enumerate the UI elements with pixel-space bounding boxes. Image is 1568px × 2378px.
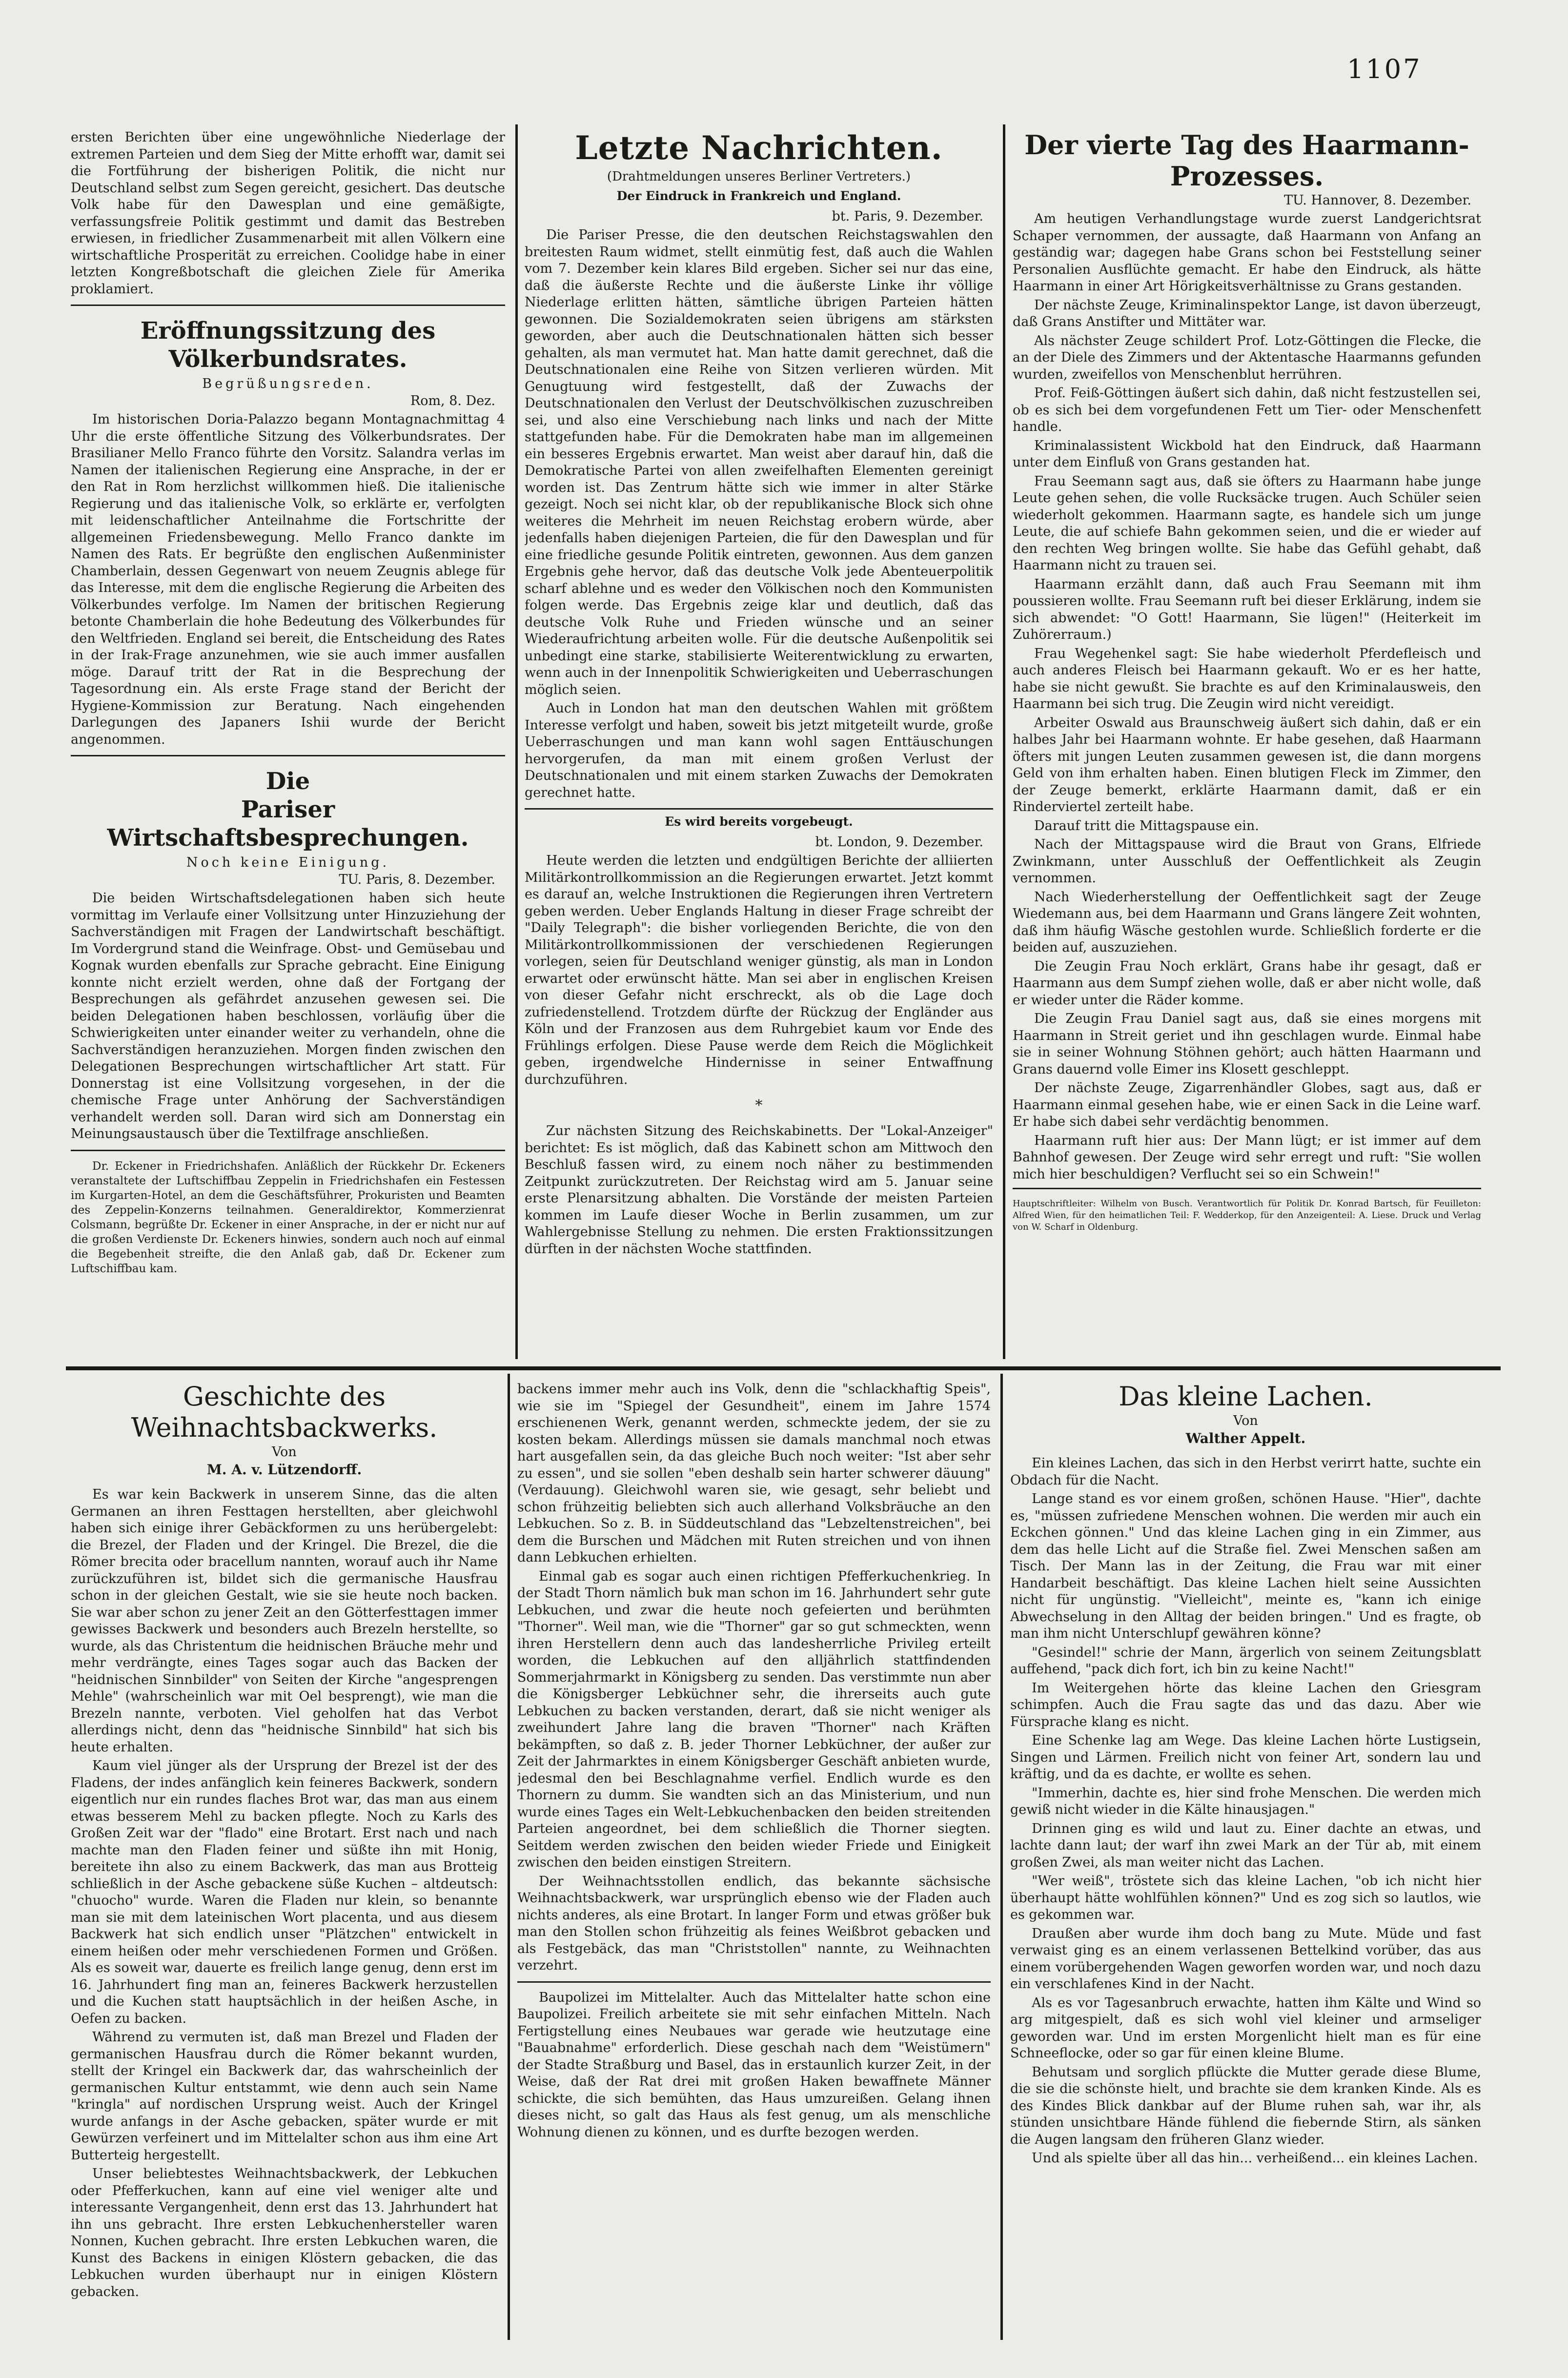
article-paragraph: Nach Wiederherstellung der Oeffentlichkeit sagt der Zeuge Wiedemann aus, bei dem Haarmann und Grans längere Zeit wohnten, daß ihm häufig Wäsche gestohlen wurde. Schließlich forderte er die beiden auf, auszuziehen. bbox=[1013, 889, 1481, 955]
article-title-line2: Pariser Wirtschaftsbesprechungen. bbox=[107, 796, 469, 852]
article-title-line1: Die bbox=[265, 768, 310, 795]
feuilleton-paragraph: Der Weihnachtsstollen endlich, das bekannte sächsische Weihnachtsbackwerk, war ursprünglich ebenso wie der Fladen auch nichts anderes, als eine Brotart. In langer Form und etwas größer buk man den Stollen schon frühzeitig als feines Weißbrot gebacken und als Festgebäck, das man "Christstollen" nannte, zu Weihnachten verzehrt. bbox=[517, 1873, 991, 1973]
byline: Von bbox=[1233, 1413, 1258, 1428]
feuilleton-center bbox=[517, 1381, 991, 2337]
article-paragraph: Zur nächsten Sitzung des Reichskabinetts. Der "Lokal-Anzeiger" berichtet: Es ist möglich, daß das Kabinett schon am Mittwoch den Beschluß fassen wird, zu einem noch näher zu bestimmenden Zeitpunkt zurückzutreten. Der Reichstag wird am 5. Januar seine erste Plenarsitzung abhalten. Die Vorstände der meisten Parteien kommen im Laufe dieser Woche in Berlin zusammen, um zur Wahlergebnisse Stellung zu nehmen. Die ersten Fraktionssitzungen dürften in der nächsten Woche stattfinden. bbox=[525, 1123, 993, 1257]
feuilleton-paragraph: "Wer weiß", tröstete sich das kleine Lachen, "ob ich nicht hier überhaupt hätte wohlfühlen können?" Und es zog sich so lautlos, wie es gekommen war. bbox=[1010, 1873, 1481, 1922]
column-rule bbox=[1000, 1374, 1003, 2340]
article-subtitle: Begrüßungsreden. bbox=[202, 376, 374, 391]
article-dateline: Rom, 8. Dez. bbox=[410, 393, 495, 408]
column-left bbox=[71, 129, 505, 1362]
article-paragraph: Die Pariser Presse, die den deutschen Reichstagswahlen den breitesten Raum widmet, stellt einmütig fest, daß auch die Wahlen vom 7. Dezember kein klares Bild ergeben. Sicher sei nur das eine, daß die äußerste Rechte und die äußerste Linke ihr völlige Niederlage erlitten hätten, sämtliche übrigen Parteien hätten gewonnen. Die Sozialdemokraten seien übrigens am stärksten geworden, aber auch die Deutschnationalen hätten sich besser gehalten, als man vermutet hat. Man hatte damit gerechnet, daß die Deutschnationalen eine Reihe von Sitzen verlieren würden. Mit Genugtuung wird festgestellt, daß der Zuwachs der Deutschnationalen den Verlust der Deutschvölkischen zuzuschreiben sei, und also eine Verschiebung nach links und nach der Mitte stattgefunden habe. Für die Demokraten habe man im allgemeinen ein besseres Ergebnis erwartet. Man weist aber darauf hin, daß die Demokratische Partei von allen zweifelhaften Elementen gereinigt worden ist. Das Zentrum hätte sich wie immer in alter Stärke gezeigt. Noch sei nicht klar, ob der republikanische Block sich ohne weiteres die Mehrheit im neuen Reichstag erobern würde, aber jedenfalls haben diejenigen Parteien, die für den Dawesplan und für eine friedliche gesunde Politik eintreten, gewonnen. Aus dem ganzen Ergebnis gehe hervor, daß das deutsche Volk jede Abenteuerpolitik scharf ablehne und es weder den Völkischen noch den Kommunisten folgen werde. Das Ergebnis zeige klar und deutlich, daß das deutsche Volk Ruhe und Frieden wünsche und an seiner Wiederaufrichtung arbeiten wolle. Für die deutsche Außenpolitik sei unbedingt eine starke, stabilisierte Weiterentwicklung zu erwarten, wenn auch in der Innenpolitik Schwierigkeiten und Ueberraschungen möglich seien. bbox=[525, 227, 993, 697]
feuilleton-paragraph: Behutsam und sorglich pflückte die Mutter gerade diese Blume, die sie die schönste hielt, und brachte sie dem kranken Kinde. Als es des Kindes Blick dankbar auf der Blume ruhen sah, war ihr, als stünden unsichtbare Hände fühlend die fiebernde Stirn, als sänken die Augen langsam den früheren Glanz wieder. bbox=[1010, 2064, 1481, 2147]
article-paragraph: Die beiden Wirtschaftsdelegationen haben sich heute vormittag im Verlaufe einer Vollsitzung unter Hinzuziehung der Sachverständigen mit Fragen der Landwirtschaft beschäftigt. Im Vordergrund stand die Weinfrage. Obst- und Gemüsebau und Kognak wurden ebenfalls zur Sprache gebracht. Eine Einigung konnte nicht erzielt werden, ohne daß der Fortgang der Besprechungen als gefährdet anzusehen gewesen sei. Die beiden Delegationen haben beschlossen, vorläufig über die Schwierigkeiten unter einander weiter zu verhandeln, ohne die Sachverständigen heranzuziehen. Morgen finden zwischen den Delegationen Besprechungen wirtschaftlicher Art statt. Für Donnerstag ist eine Vollsitzung vorgesehen, in der die chemische Frage unter Anhörung der Sachverständigen verhandelt werden soll. Daran wird sich am Donnerstag ein Meinungsaustausch über die Textilfrage anschließen. bbox=[71, 891, 505, 1141]
feuilleton-paragraph: Als es vor Tagesanbruch erwachte, hatten ihm Kälte und Wind so arg mitgespielt, daß es sich wohl viel kleiner und armseliger geworden war. Und im ersten Morgenlicht hielt man es für eine Schneeflocke, oder so gar für einen kleine Blume. bbox=[1010, 1995, 1481, 2061]
article-paragraph: Der nächste Zeuge, Zigarrenhändler Globes, sagt aus, daß er Haarmann einmal gesehen habe, wie er einen Sack in die Leine warf. Er habe sich dabei sehr verdächtig benommen. bbox=[1013, 1080, 1481, 1129]
article-dateline: TU. Hannover, 8. Dezember. bbox=[1283, 193, 1471, 208]
feuilleton-paragraph: Und als spielte über all das hin... verheißend... ein kleines Lachen. bbox=[1032, 2151, 1478, 2166]
article-title: Eröffnungssitzung des Völkerbundsrates. bbox=[140, 317, 436, 373]
feuilleton-paragraph: Eine Schenke lag am Wege. Das kleine Lachen hörte Lustigsein, Singen und Lärmen. Freilich nicht von feiner Art, sondern lau und kräftig, und da es dachte, er wollte es sehen. bbox=[1010, 1733, 1481, 1782]
article-paragraph: Dr. Eckener in Friedrichshafen. Anläßlich der Rückkehr Dr. Eckeners veranstaltete der Luftschiffbau Zeppelin in Friedrichshafen ein Festessen im Kurgarten-Hotel, an dem die Geschäftsführer, Prokuristen und Beamten des Zeppelin-Konzerns teilnahmen. Generaldirektor, Kommerzienrat Colsmann, begrüßte Dr. Eckener in einer Ansprache, in der er nicht nur auf die großen Verdienste Dr. Eckeners hinwies, sondern auch noch auf einmal die Begebenheit streifte, die den Anlaß gab, daß Dr. Eckener zum Luftschiffbau kam. bbox=[71, 1159, 505, 1275]
article-paragraph: Kriminalassistent Wickbold hat den Eindruck, daß Haarmann unter dem Einfluß von Grans gestanden hat. bbox=[1013, 438, 1481, 470]
article-rule bbox=[1013, 1188, 1481, 1189]
article-paragraph: Frau Seemann sagt aus, daß sie öfters zu Haarmann habe junge Leute gehen sehen, die volle Rucksäcke trugen. Auch Schüler seien wiederholt gekommen. Haarmann sagte, es handele sich um junge Leute, die auf schiefe Bahn gekommen seien, und die er wieder auf den rechten Weg bringen wollte. Sie habe das Gefühl gehabt, daß Haarmann nicht zu trauen sei. bbox=[1013, 473, 1481, 573]
separator-star: * bbox=[755, 1097, 763, 1114]
article-paragraph: Die Zeugin Frau Noch erklärt, Grans habe ihr gesagt, daß er Haarmann aus dem Sumpf ziehen wolle, daß er aber nicht wolle, daß er wieder unter die Räder komme. bbox=[1013, 958, 1481, 1008]
feuilleton-paragraph: Im Weitergehen hörte das kleine Lachen den Griesgram schimpfen. Auch die Frau sagte das und das dazu. Aber wie Fürsprache klang es nicht. bbox=[1010, 1680, 1481, 1729]
feuilleton-paragraph: Es war kein Backwerk in unserem Sinne, das die alten Germanen an ihren Festtagen herstellten, aber gleichwohl haben sich einige ihrer Gebäckformen zu uns herübergelebt: die Brezel, der Fladen und der Kringel. Die Brezel, die die Römer brecita oder bracellum nannten, worauf auch ihr Name zurückzuführen ist, bildet sich die germanische Hausfrau schon in der gleichen Gestalt, wie sie sie heute noch backen. Sie war aber schon zu jener Zeit an den Götterfesttagen immer gewisses Backwerk und besonders auch Brezeln herstellte, so wurde, als das Christentum die heidnischen Bräuche mehr und mehr verdrängte, eines Tages sogar auch das Backen der "heidnischen Sinnbilder" von Seiten der Kirche "angesprengen Mehle" (wahrscheinlich war mit Oel besprengt), wie man die Brezeln nannte, verboten. Viel geholfen hat das Verbot allerdings nicht, denn das "heidnische Sinnbild" hat sich bis heute erhalten. bbox=[71, 1487, 498, 1755]
feuilleton-paragraph: Einmal gab es sogar auch einen richtigen Pfefferkuchenkrieg. In der Stadt Thorn nämlich buk man schon im 16. Jahrhundert sehr gute Lebkuchen, und zwar die heute noch gefeierten und berühmten "Thorner". Weil man, wie die "Thorner" gar so gut schmeckten, wenn ihren Herstellern denn auch das landesherrliche Privileg erteilt worden, die Lebkuchen auf den alljährlich stattfindenden Sommerjahrmarkt in Königsberg zu senden. Das verstimmte nun aber die Königsberger Lebküchner sehr, die ihrerseits auch gute Lebkuchen zu backen verstanden, derart, daß sie nicht weniger als zweihundert Jahre lang die braven "Thorner" nach Kräften bekämpften, so daß z. B. jeder Thorner Lebküchner, der außer zur Zeit der Jahrmarktes in einem Königsberger Geschäft anbieten wurde, jedesmal den bei Beschlagnahme verfiel. Endlich wurde es den Thornern zu dumm. Sie wandten sich an das Ministerium, und nun wurde eines Tages ein Welt-Lebkuchenbacken den beiden streitenden Parteien angeordnet, bei dem schließlich die Thorner siegten. Seitdem werden zwischen den beiden wieder Friede und Einigkeit zwischen den beiden einstigen Streitern. bbox=[517, 1568, 991, 1870]
feuilleton-title: Das kleine Lachen. bbox=[1119, 1381, 1373, 1412]
feuilleton-paragraph: "Gesindel!" schrie der Mann, ärgerlich von seinem Zeitungsblatt auffehend, "pack dich fort, ich bin zu keine Nacht!" bbox=[1010, 1645, 1481, 1677]
feuilleton-left bbox=[71, 1381, 498, 2337]
article-rule bbox=[71, 305, 505, 306]
subsection-heading: Der Eindruck in Frankreich und England. bbox=[616, 189, 901, 203]
feuilleton-paragraph: Baupolizei im Mittelalter. Auch das Mittelalter hatte schon eine Baupolizei. Freilich arbeitete sie mit sehr einfachen Mitteln. Nach Fertigstellung eines Neubaues war gerade wie heutzutage eine "Bauabnahme" erforderlich. Diese geschah nach dem "Weistümern" der Stadte Straßburg und Basel, das in erstaunlich kurzer Zeit, in der Weise, daß der Rat drei mit großen Haken bewaffnete Männer schickte, die sich bemühten, das Haus umzureißen. Gelang ihnen dieses nicht, so galt das Haus als fest genug, um als menschliche Wohnung dienen zu können, und es durfte bezogen werden. bbox=[517, 1990, 991, 2140]
subsection-heading: Es wird bereits vorgebeugt. bbox=[665, 814, 853, 829]
article-paragraph: Der nächste Zeuge, Kriminalinspektor Lange, ist davon überzeugt, daß Grans Anstifter und Mittäter war. bbox=[1013, 297, 1481, 329]
feuilleton-paragraph: Lange stand es vor einem großen, schönen Hause. "Hier", dachte es, "müssen zufriedene Menschen wohnen. Die werden mir auch ein Eckchen gönnen." Und das kleine Lachen ging in ein Zimmer, aus dem das helle Licht auf die Straße fiel. Zwei Menschen saßen am Tisch. Der Mann las in der Zeitung, die Frau war mit einer Handarbeit beschäftigt. Das kleine Lachen hielt seine Aussichten nicht für ungünstig. "Vielleicht", meinte es, "kann ich einige Abwechselung in den Alltag der beiden bringen." Und es fragte, ob man ihm nicht Unterschlupf gewähren könne? bbox=[1010, 1491, 1481, 1641]
article-rule bbox=[525, 808, 993, 810]
column-rule bbox=[515, 124, 518, 1359]
article-paragraph: Auch in London hat man den deutschen Wahlen mit größtem Interesse verfolgt und haben, soweit bis jetzt mitgeteilt wurde, große Ueberraschungen und man kann wohl sagen Enttäuschungen hervorgerufen, da man mit einem großen Verlust der Deutschnationalen und mit einem starken Zuwachs der Demokraten gerechnet hatte. bbox=[525, 701, 993, 800]
article-paragraph: Am heutigen Verhandlungstage wurde zuerst Landgerichtsrat Schaper vernommen, der aussagte, daß Haarmann von Anfang an geständig war; dagegen habe Grans schon bei Feststellung seiner Personalien Ausflüchte gemacht. Er habe den Eindruck, als hätte Haarmann in einer Art Hörigkeitsverhältnisse zu Grans gestanden. bbox=[1013, 211, 1481, 294]
page-number: 1107 bbox=[1347, 54, 1422, 84]
feuilleton-paragraph: Draußen aber wurde ihm doch bang zu Mute. Müde und fast verwaist ging es an einem verlassenen Bettelkind vorüber, das aus einem vorübergehenden Wagen geworfen worden war, und noch dazu ein verschlafenes Kind in der Nacht. bbox=[1010, 1926, 1481, 1992]
section-subtitle: (Drahtmeldungen unseres Berliner Vertreters.) bbox=[607, 169, 911, 184]
lead-paragraph: ersten Berichten über eine ungewöhnliche Niederlage der extremen Parteien und dem Sieg der Mitte erhofft war, damit sei die Fortführung der bisherigen Politik, die nicht nur Deutschland selbst zum Segen gereicht, gesichert. Das deutsche Volk habe für den Dawesplan und eine gemäßigte, verfassungsfreie Politik gestimmt und damit das Bestreben erwiesen, in friedlicher Zusammenarbeit mit allen Völkern eine wirtschaftliche Prosperität zu erreichen. Coolidge habe in einer letzten Kongreßbotschaft die gleichen Ziele für Amerika proklamiert. bbox=[71, 130, 505, 297]
article-paragraph: Arbeiter Oswald aus Braunschweig äußert sich dahin, daß er ein halbes Jahr bei Haarmann wohnte. Er habe gesehen, daß Haarmann öfters mit jungen Leuten zusammen gewesen ist, die dann morgens Geld von ihm erhalten haben. Einen blutigen Fleck im Zimmer, den der Zeuge bemerkt, erklärte Haarmann damit, daß er ein Rinderviertel zerteilt habe. bbox=[1013, 715, 1481, 814]
feuilleton-paragraph: Unser beliebtestes Weihnachtsbackwerk, der Lebkuchen oder Pfefferkuchen, kann auf eine viel weniger alte und interessante Vergangenheit, denn erst das 13. Jahrhundert hat ihn uns gebracht. Ihre ersten Lebkuchenhersteller waren Nonnen, Kuchen gebracht. Ihre ersten Lebkuchen waren, die Kunst des Backens in einigen Klöstern gebacken, die das Lebkuchen wurden überhaupt nur in einigen Klöstern gebacken. bbox=[71, 2166, 498, 2299]
section-title: Letzte Nachrichten. bbox=[575, 129, 943, 167]
column-right bbox=[1013, 129, 1481, 1362]
article-dateline: bt. Paris, 9. Dezember. bbox=[832, 209, 983, 224]
feuilleton-paragraph: Drinnen ging es wild und laut zu. Einer dachte an etwas, und lachte dann laut; der warf ihn zwei Mark an der Tür ab, mit einem großen Zwei, als man weiter nicht das Lachen. bbox=[1010, 1821, 1481, 1870]
article-paragraph: Haarmann ruft hier aus: Der Mann lügt; er ist immer auf dem Bahnhof gewesen. Der Zeuge wird sehr erregt und ruft: "Sie wollen mich hier beschuldigen? Verflucht sei so ein Schwein!" bbox=[1013, 1133, 1481, 1182]
article-rule bbox=[71, 755, 505, 756]
article-paragraph: Die Zeugin Frau Daniel sagt aus, daß sie eines morgens mit Haarmann in Streit geriet und ihn geschlagen wurde. Einmal habe sie in seiner Wohnung Stöhnen gehört; auch hätten Haarmann und Grans dauernd volle Eimer ins Klosett geschleppt. bbox=[1013, 1011, 1481, 1077]
column-center bbox=[525, 129, 993, 1362]
section-divider bbox=[66, 1366, 1501, 1370]
feuilleton-paragraph: Während zu vermuten ist, daß man Brezel und Fladen der germanischen Hausfrau durch die Römer bekannt wurden, stellt der Kringel ein Backwerk dar, das wahrscheinlich der germanischen Kultur entstammt, wie denn auch sein Name "kringla" auf nordischen Ursprung weist. Auch der Kringel wurde anfangs in der Asche gebacken, später wurde er mit Gewürzen verfeinert und im Mittelalter schon aus ihm eine Art Butterteig hergestellt. bbox=[71, 2030, 498, 2163]
feuilleton-paragraph: Ein kleines Lachen, das sich in den Herbst verirrt hatte, suchte ein Obdach für die Nacht. bbox=[1010, 1456, 1481, 1488]
article-subtitle: Noch keine Einigung. bbox=[186, 855, 390, 870]
feuilleton-paragraph: backens immer mehr auch ins Volk, denn die "schlackhaftig Speis", wie sie im "Spiegel der Gesundheit", einem im Jahre 1574 erschienenen Werk, genannt werden, schmeckte jedem, der sie zu kosten bekam. Allerdings müssen sie damals manchmal noch etwas hart ausgefallen sein, da das gleiche Buch noch weiter: "Ist aber sehr zu essen", und sie sollen "eben deshalb sein harter schwerer däuung" (Verdauung). Gleichwohl waren sie, wie gesagt, sehr beliebt und schon frühzeitig beliebten sich auch allerhand Volksbräuche an den Lebkuchen. So z. B. in Süddeutschland das "Lebzeltenstreichen", bei dem die Burschen und Mädchen mit Ruten streichen und von ihnen dann Lebkuchen erhielten. bbox=[517, 1382, 991, 1565]
section-title: Der vierte Tag des Haarmann-Prozesses. bbox=[1024, 129, 1469, 192]
byline: Von bbox=[272, 1444, 297, 1460]
article-paragraph: Darauf tritt die Mittagspause ein. bbox=[1034, 818, 1259, 833]
feuilleton-right bbox=[1010, 1381, 1481, 2337]
article-paragraph: Haarmann erzählt dann, daß auch Frau Seemann mit ihm poussieren wollte. Frau Seemann ruft bei dieser Erklärung, indem sie sich abwendet: "O Gott! Haarmann, Sie lügen!" (Heiterkeit im Zuhörerraum.) bbox=[1013, 576, 1481, 642]
feuilleton-paragraph: Kaum viel jünger als der Ursprung der Brezel ist der des Fladens, der indes anfänglich kein feineres Backwerk, sondern eigentlich nur ein rundes flaches Brot war, das man aus einem etwas besserem Mehl zu backen pflegte. Noch zu Karls des Großen Zeit war der "flado" eine Brotart. Erst nach und nach machte man den Fladen feiner und süßte ihn mit Honig, bereitete ihn also zu einem Backwerk, das man aus Brotteig schließlich in der Asche gebackene süße Kuchen – altdeutsch: "chuocho" wurde. Waren die Fladen nur klein, so benannte man sie mit dem lateinischen Wort placenta, und aus diesem Backwerk hat sich endlich unser "Plätzchen" entwickelt in einem heißen oder mehr verschiedenen Formen und Größen. Als es soweit war, dauerte es freilich lange genug, denn erst im 16. Jahrhundert fing man an, feineres Backwerk herzustellen und die Kuchen statt hauptsächlich in der heißen Asche, in Oefen zu backen. bbox=[71, 1758, 498, 2026]
column-rule bbox=[1003, 124, 1005, 1359]
article-dateline: bt. London, 9. Dezember. bbox=[815, 834, 983, 850]
article-paragraph: Nach der Mittagspause wird die Braut von Grans, Elfriede Zwinkmann, unter Ausschluß der Oeffentlichkeit als Zeugin vernommen. bbox=[1013, 837, 1481, 886]
feuilleton-title: Geschichte des Weihnachtsbackwerks. bbox=[131, 1381, 438, 1443]
article-paragraph: Frau Wegehenkel sagt: Sie habe wiederholt Pferdefleisch und auch anderes Fleisch bei Haarmann gekauft. Wo er es her hatte, habe sie nicht gewußt. Sie brachte es auf den Kriminalausweis, den Haarmann bei sich trug. Die Zeugin wird nicht vereidigt. bbox=[1013, 646, 1481, 711]
article-paragraph: Heute werden die letzten und endgültigen Berichte der alliierten Militärkontrollkommission an die Regierungen erwartet. Jetzt kommt es darauf an, welche Instruktionen die Regierungen ihren Vertretern geben werden. Ueber Englands Haltung in dieser Frage schreibt der "Daily Telegraph": die bisher vorliegenden Berichte, die von den Militärkontrollkommissionen der verschiedenen Regierungen vorlegen, seien für Deutschland weniger günstig, als man in London erwartet oder erwünscht hätte. Man sei aber in englischen Kreisen von dieser Gefahr nicht erschreckt, als ob die Lage doch zufriedenstellend. Trotzdem dürfte der Rückzug der Engländer aus Köln und der Franzosen aus dem Ruhrgebiet kaum vor Ende des Frühlings erfolgen. Diese Pause werde dem Reich die Möglichkeit geben, irgendwelche Hindernisse in seiner Entwaffnung durchzuführen. bbox=[525, 853, 993, 1087]
article-rule bbox=[71, 1150, 505, 1151]
impressum: Hauptschriftleiter: Wilhelm von Busch. Verantwortlich für Politik Dr. Konrad Bartsch, für Feuilleton: Alfred Wien, für den heimatlichen Teil: F. Wedderkop, für den Anzeigenteil: A. Liese. Druck und Verlag von W. Scharf in Oldenburg. bbox=[1013, 1199, 1481, 1232]
article-paragraph: Als nächster Zeuge schildert Prof. Lotz-Göttingen die Flecke, die an der Diele des Zimmers und der Aktentasche Haarmanns gefunden wurden, zweifellos von Menschenblut herrühren. bbox=[1013, 333, 1481, 382]
article-rule bbox=[517, 1981, 991, 1983]
article-paragraph: Im historischen Doria-Palazzo begann Montagnachmittag 4 Uhr die erste öffentliche Sitzung des Völkerbundsrates. Der Brasilianer Mello Franco führte den Vorsitz. Salandra verlas im Namen der italienischen Regierung eine Ansprache, in der er den Rat in Rom herzlichst willkommen hieß. Die italienische Regierung und das italienische Volk, so erklärte er, verfolgten mit leidenschaftlicher Anteilnahme die Fortschritte der allgemeinen Friedensbewegung. Mello Franco dankte im Namen des Rats. Er begrüßte den englischen Außenminister Chamberlain, dessen Gegenwart von neuem Zeugnis ablege für das Interesse, mit dem die englische Regierung die Arbeiten des Völkerbundes verfolge. Im Namen der britischen Regierung betonte Chamberlain die hohe Bedeutung des Völkerbundes für den Weltfrieden. England sei bereit, die Entscheidung des Rates in der Irak-Frage anzunehmen, wie sie auch immer ausfallen möge. Darauf tritt der Rat in die Besprechung der Tagesordnung ein. Als erste Frage stand der Bericht der Hygiene-Kommission zur Beratung. Nach eingehenden Darlegungen des Japaners Ishii wurde der Bericht angenommen. bbox=[71, 412, 505, 747]
article-dateline: TU. Paris, 8. Dezember. bbox=[339, 872, 495, 887]
author-name: M. A. v. Lützendorff. bbox=[206, 1462, 362, 1478]
column-rule bbox=[508, 1374, 510, 2340]
author-name: Walther Appelt. bbox=[1185, 1430, 1306, 1446]
feuilleton-paragraph: "Immerhin, dachte es, hier sind frohe Menschen. Die werden mich gewiß nicht wieder in die Kälte hinausjagen." bbox=[1010, 1785, 1481, 1817]
article-paragraph: Prof. Feiß-Göttingen äußert sich dahin, daß nicht festzustellen sei, ob es sich bei dem vorgefundenen Fett um Tier- oder Menschenfett handle. bbox=[1013, 386, 1481, 434]
